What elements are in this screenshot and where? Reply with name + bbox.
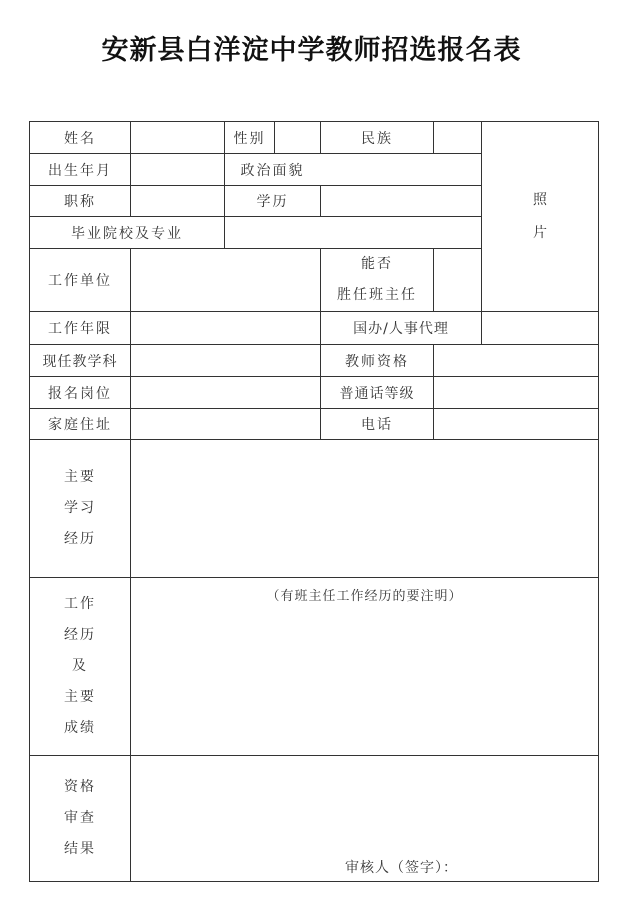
- label-title-rank: 职称: [64, 194, 96, 210]
- education-field[interactable]: [321, 186, 481, 216]
- label-current-subject: 现任教学科: [42, 353, 118, 370]
- label-head-teacher: [321, 249, 433, 311]
- label-study-experience: [30, 440, 130, 577]
- reviewer-signature-label: 审核人（签字）：: [345, 860, 458, 876]
- home-address-field[interactable]: [131, 409, 320, 439]
- label-work-experience: [30, 578, 130, 755]
- study-label-line: 学习: [64, 500, 96, 516]
- label-work-years: 工作年限: [48, 321, 112, 337]
- label-education: 学历: [256, 194, 289, 210]
- review-label-line: 审查: [64, 810, 96, 826]
- staff-type-field[interactable]: [482, 312, 598, 344]
- work-label-line: 及: [72, 658, 88, 674]
- table-border-right: [598, 121, 599, 882]
- teacher-cert-field[interactable]: [434, 345, 598, 376]
- work-label-line: 成绩: [64, 720, 96, 736]
- label-political-status: 政治面貌: [240, 162, 305, 179]
- study-label-line: 主要: [64, 469, 96, 485]
- form-title: 安新县白洋淀中学教师招选报名表: [101, 35, 522, 66]
- work-label-line: 经历: [64, 627, 96, 643]
- study-experience-field[interactable]: [131, 440, 598, 577]
- school-major-field[interactable]: [225, 217, 481, 248]
- political-status-field[interactable]: [321, 154, 481, 185]
- review-label-line: 结果: [64, 841, 96, 857]
- photo-label-2: 片: [533, 224, 547, 241]
- head-teacher-field[interactable]: [434, 249, 481, 311]
- position-field[interactable]: [131, 377, 320, 408]
- title-rank-field[interactable]: [131, 186, 224, 216]
- label-head-teacher-line1: 能否: [361, 256, 393, 272]
- review-label-line: 资格: [64, 779, 96, 795]
- photo-label-1: 照: [533, 191, 547, 208]
- label-ethnicity: 民族: [361, 130, 393, 147]
- name-field[interactable]: [131, 122, 224, 153]
- work-label-line: 主要: [64, 689, 96, 705]
- birth-date-field[interactable]: [131, 154, 224, 185]
- mandarin-level-field[interactable]: [434, 377, 598, 408]
- label-home-address: 家庭住址: [48, 417, 112, 433]
- work-experience-note: （有班主任工作经历的要注明）: [266, 588, 463, 604]
- label-school-major: 毕业院校及专业: [71, 225, 183, 242]
- label-work-unit: 工作单位: [48, 273, 112, 289]
- phone-field[interactable]: [434, 409, 598, 439]
- gender-field[interactable]: [275, 122, 320, 153]
- work-label-line: 工作: [64, 596, 96, 612]
- work-years-field[interactable]: [131, 312, 320, 344]
- label-gender: 性别: [233, 130, 266, 147]
- label-head-teacher-line2: 胜任班主任: [337, 287, 417, 303]
- study-label-line: 经历: [64, 531, 96, 547]
- label-phone: 电话: [361, 417, 393, 433]
- label-position: 报名岗位: [48, 385, 112, 402]
- label-birth-date: 出生年月: [48, 162, 112, 179]
- label-teacher-cert: 教师资格: [345, 353, 409, 370]
- label-staff-type: 国办/人事代理: [353, 321, 449, 337]
- current-subject-field[interactable]: [131, 345, 320, 376]
- label-review-result: [30, 756, 130, 881]
- photo-box[interactable]: [482, 122, 598, 311]
- work-unit-field[interactable]: [131, 249, 320, 311]
- label-name: 姓名: [64, 130, 96, 147]
- label-mandarin-level: 普通话等级: [339, 385, 415, 402]
- ethnicity-field[interactable]: [434, 122, 481, 153]
- table-border-bottom: [29, 881, 599, 882]
